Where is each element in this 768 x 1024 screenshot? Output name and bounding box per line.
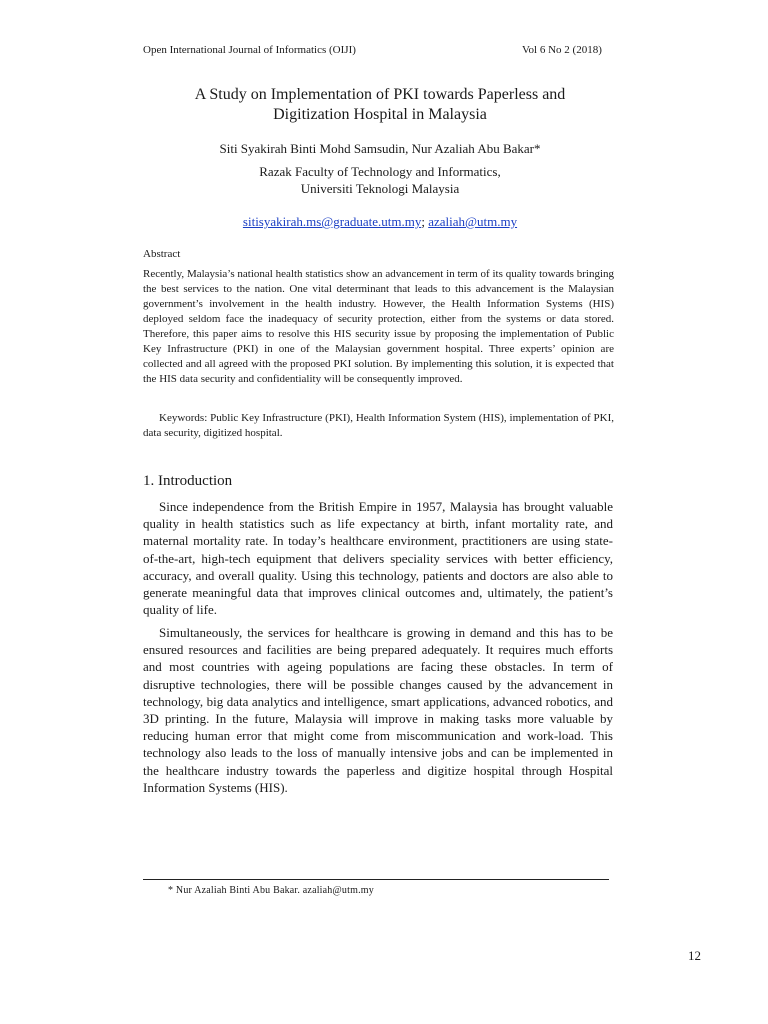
paper-title [110,85,650,125]
author-list: Siti Syakirah Binti Mohd Samsudin, Nur Azaliah Abu Bakar* [219,141,541,156]
email-link-2[interactable]: azaliah@utm.my [428,214,518,229]
title-line-2: Digitization Hospital in Malaysia [273,106,487,123]
affiliation-line-2: Universiti Teknologi Malaysia [300,181,460,196]
author-emails [130,213,630,231]
affiliation [130,163,630,197]
volume-header: Vol 6 No 2 (2018) [522,44,602,56]
introduction-paragraph-2: Simultaneously, the services for healthcare is growing in demand and this has to be ensured resources and facilities are being prepared adequately. It requires much efforts and most countries with ageing populations are facing these obstacles. In term of disruptive technologies, there will be possible changes caused by the advancement in technology, big data analytics and intelligence, smart applications, advanced robotics, and 3D printing. In the future, Malaysia will improve in making tasks more valuable by reducing human error that might come from miscommunication and work-load. This technology also leads to the loss of manually intensive jobs and can be implemented in the healthcare industry towards the paperless and digitize hospital through Hospital Information Systems (HIS). [143,625,613,795]
abstract-text: Recently, Malaysia’s national health statistics show an advancement in term of its quality towards bringing the best services to the nation. One vital determinant that leads to this advancement is the Malaysian government’s involvement in the health industry. However, the Health Information Systems (HIS) deployed seldom face the inadequacy of security protection, either from the systems or data stored. Therefore, this paper aims to resolve this HIS security issue by proposing the implementation of Public Key Infrastructure (PKI) in one of the Malaysian government hospital. Three experts’ opinion are collected and all agreed with the proposed PKI solution. By implementing this solution, it is expected that the HIS data security and confidentiality will be consequently improved. [143,268,614,385]
introduction-heading: 1. Introduction [143,473,233,489]
title-line-1: A Study on Implementation of PKI towards Paperless and [194,86,566,103]
abstract-heading: Abstract [143,248,181,260]
footnote: * Nur Azaliah Binti Abu Bakar. azaliah@utm.my [168,885,374,896]
keywords: Keywords: Public Key Infrastructure (PKI), Health Information System (HIS), implementation of PKI, data security, digitized hospital. [143,412,614,439]
page-number: 12 [688,948,701,963]
email-separator: ; [421,214,425,229]
introduction-paragraph-1: Since independence from the British Empire in 1957, Malaysia has brought valuable quality in health statistics such as life expectancy at birth, infant mortality rate, and maternal mortality rate. In today’s healthcare environment, practitioners are using state-of-the-art, high-tech equipment that delivers speciality services with better efficiency, accuracy, and overall quality. Using this technology, patients and doctors are also able to generate meaningful data that improves clinical outcomes and, ultimately, the patient’s quality of life. [143,499,613,618]
affiliation-line-1: Razak Faculty of Technology and Informatics, [259,164,501,179]
journal-header: Open International Journal of Informatics (OIJI) [143,44,356,56]
email-link-1[interactable]: sitisyakirah.ms@graduate.utm.my [242,214,422,229]
footnote-divider [143,879,609,880]
